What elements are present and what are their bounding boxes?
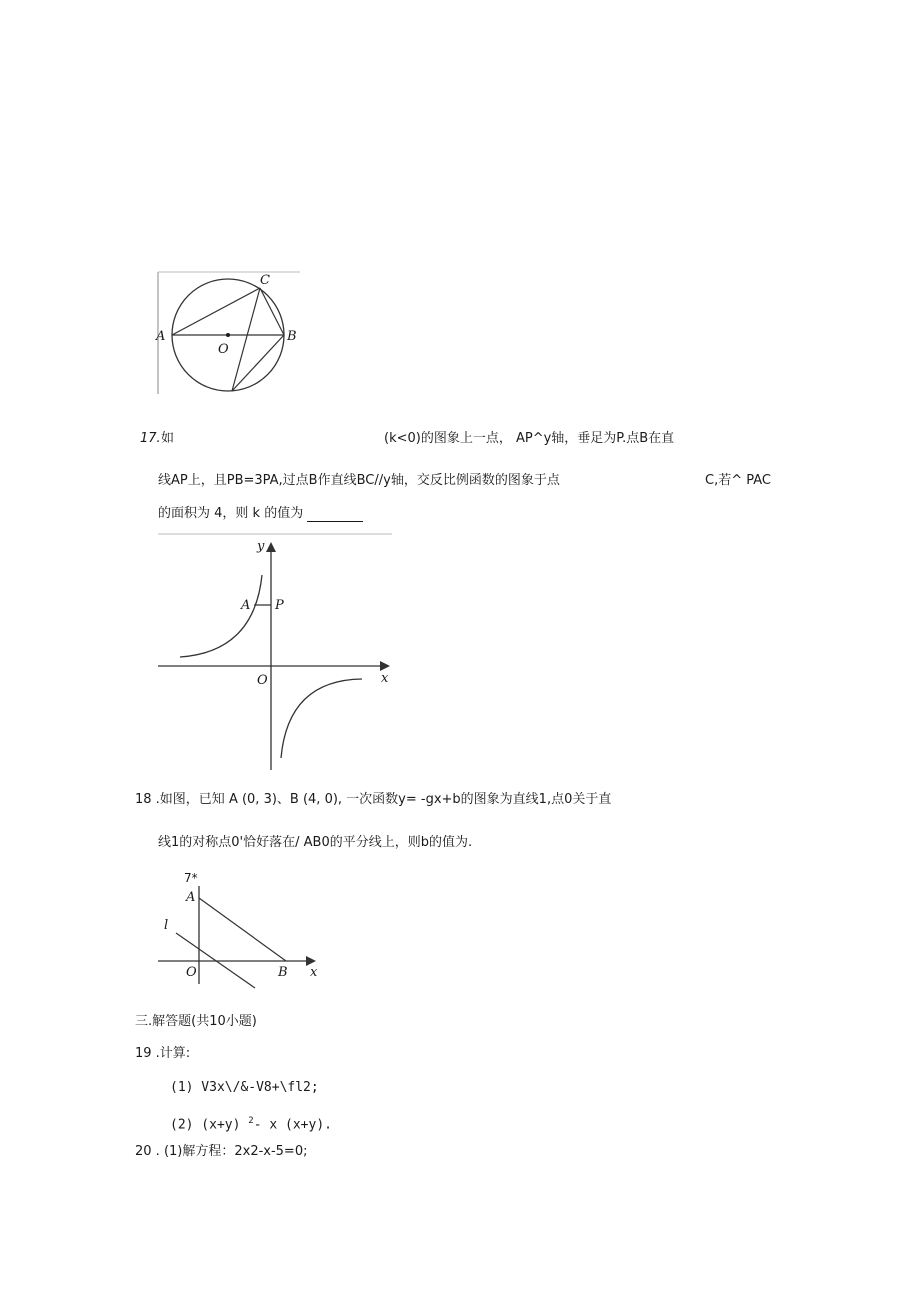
q19-item2-part2: - x (x+y). (253, 1117, 332, 1133)
label-a: A (156, 329, 166, 344)
label-x: x (381, 671, 389, 686)
q20-line1: 20 . (1)解方程：2x2-x-5=0; (135, 1144, 308, 1159)
label-c: C (260, 273, 270, 288)
label-a: A (241, 598, 251, 613)
q19-item2 (170, 1113, 332, 1133)
q18-line2: 线1的对称点0'恰好落在/ AB0的平分线上，则b的值为. (158, 835, 473, 850)
chord-cb (260, 288, 284, 335)
q17-line2-start: 线AP上，且PB=3PA,过点B作直线BC//y轴，交反比例函数的图象于点 (158, 473, 560, 488)
q17-answer-blank (307, 507, 363, 522)
center-point-o (226, 333, 230, 337)
label-p: P (275, 598, 284, 613)
section-title: 三.解答题(共10小题) (135, 1014, 257, 1029)
label-o: O (218, 342, 229, 357)
q19-title: 19 .计算: (135, 1046, 191, 1061)
circle-figure (150, 268, 310, 398)
q19-item2-part1: (2) (x+y) (170, 1117, 241, 1133)
x-axis-arrow (380, 661, 390, 671)
label-a: A (186, 890, 196, 905)
q19-item1: (1) V3x\/&-V8+\fl2; (170, 1080, 319, 1095)
q17-line2-end: C,若^ PAC (705, 473, 771, 488)
hyperbola-left-branch (180, 575, 262, 657)
q17-number: 17. (140, 431, 161, 446)
label-y: y (257, 539, 265, 554)
label-x: x (310, 965, 318, 980)
q17-line3-text: 的面积为 4，则 k 的值为 (158, 506, 304, 521)
chord-ac (172, 288, 260, 335)
q18-line1: 18 .如图，已知 A (0, 3)、B (4, 0), 一次函数y= -gx+b的图象为直线1,点0关于直 (135, 792, 612, 807)
hyperbola-right-branch (281, 679, 362, 758)
hyperbola-figure (150, 530, 400, 780)
label-y: 7* (184, 871, 198, 885)
label-o: O (257, 673, 268, 688)
y-axis-arrow (266, 542, 276, 552)
label-b: B (278, 965, 288, 980)
label-b: B (287, 329, 297, 344)
q17-line1-start: 如 (161, 431, 175, 446)
label-o: O (186, 965, 197, 980)
q19-item2-exponent: 2 (248, 1116, 254, 1126)
q17-line1-end: (k<0)的图象上一点， AP^y轴，垂足为P.点B在直 (384, 431, 675, 446)
line-figure (150, 866, 330, 996)
q17-line3 (158, 506, 363, 522)
label-l: l (164, 918, 169, 933)
segment-ab (199, 898, 286, 961)
